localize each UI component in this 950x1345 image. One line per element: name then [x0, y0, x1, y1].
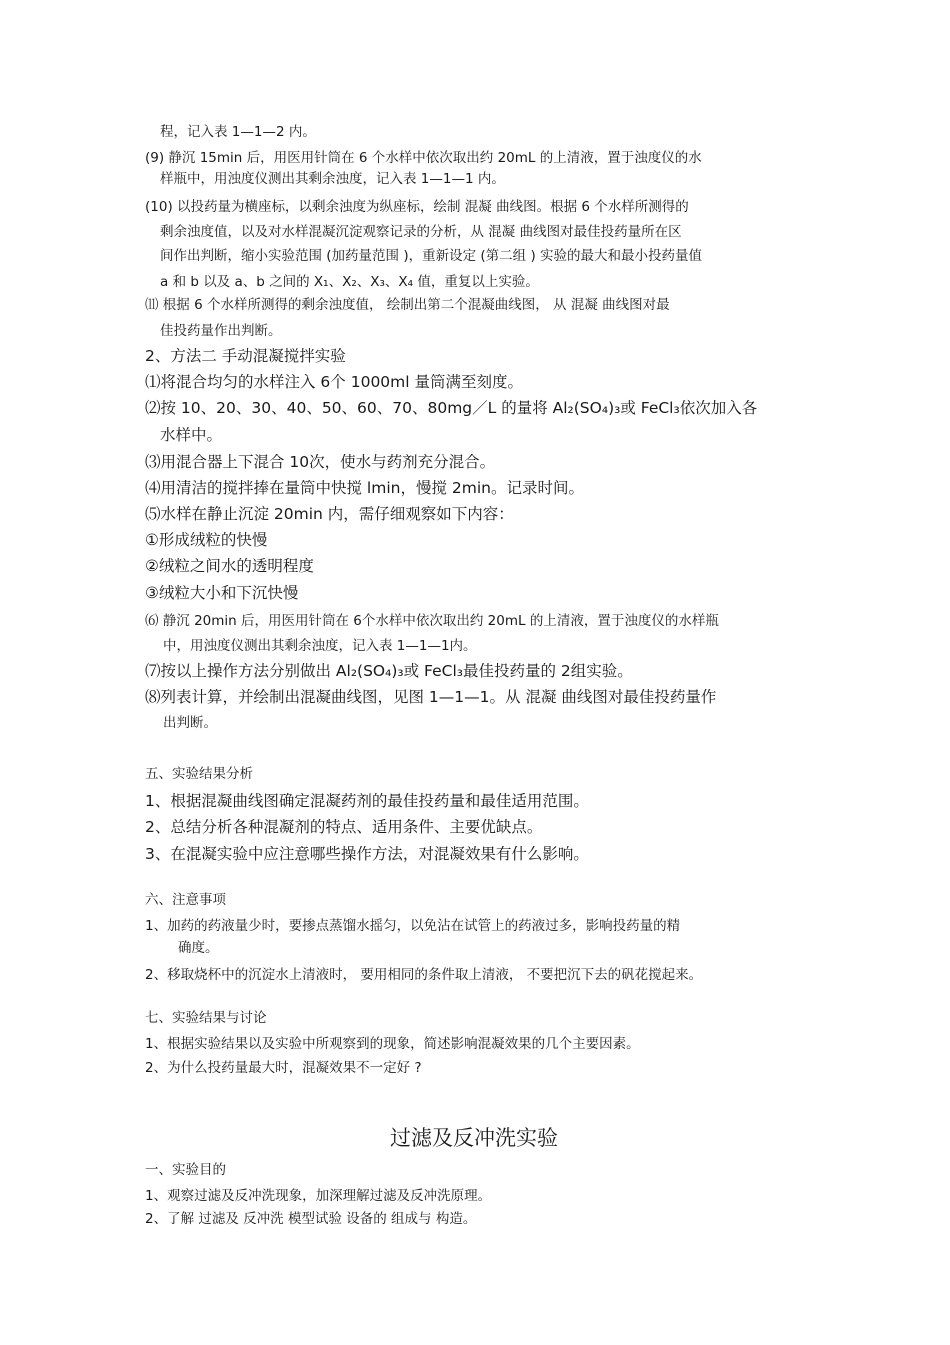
section-heading: 六、注意事项 — [145, 892, 226, 908]
section-heading: 2、方法二 手动混凝搅拌实验 — [145, 347, 346, 365]
text-line: 出判断。 — [163, 715, 217, 731]
text-line: 1、观察过滤及反冲洗现象，加深理解过滤及反冲洗原理。 — [145, 1188, 492, 1204]
text-line: ②绒粒之间水的透明程度 — [145, 557, 314, 575]
text-line: 2、总结分析各种混凝剂的特点、适用条件、主要优缺点。 — [145, 818, 543, 836]
text-line: ⑵按 10、20、30、40、50、60、70、80mg／L 的量将 Al₂(SO₄)₃或 FeCl₃依次加入各 — [145, 399, 758, 417]
section-heading: 五、实验结果分析 — [145, 766, 253, 782]
text-line: 2、了解 过滤及 反冲洗 模型试验 设备的 组成与 构造。 — [145, 1211, 477, 1227]
text-line: 2、移取烧杯中的沉淀水上清液时， 要用相同的条件取上清液， 不要把沉下去的矾花搅起来。 — [145, 967, 703, 983]
text-line: ⑻列表计算，并绘制出混凝曲线图，见图 1—1—1。从 混凝 曲线图对最佳投药量作 — [145, 688, 717, 706]
text-line: 3、在混凝实验中应注意哪些操作方法，对混凝效果有什么影响。 — [145, 845, 589, 863]
section-heading: 七、实验结果与讨论 — [145, 1010, 267, 1026]
text-line: 程，记入表 1—1—2 内。 — [160, 124, 316, 140]
page-title: 过滤及反冲洗实验 — [390, 1126, 558, 1150]
text-line: 佳投药量作出判断。 — [160, 323, 282, 339]
text-line: ⑶用混合器上下混合 10次，使水与药剂充分混合。 — [145, 453, 496, 471]
text-line: 剩余浊度值，以及对水样混凝沉淀观察记录的分析，从 混凝 曲线图对最佳投药量所在区 — [160, 224, 682, 240]
text-line: ③绒粒大小和下沉快慢 — [145, 584, 299, 602]
text-line: a 和 b 以及 a、b 之间的 X₁、X₂、X₃、X₄ 值，重复以上实验。 — [160, 274, 539, 290]
text-line: ①形成绒粒的快慢 — [145, 531, 268, 549]
text-line: 中，用浊度仪测出其剩余浊度，记入表 1—1—1内。 — [163, 638, 477, 654]
section-heading: 一、实验目的 — [145, 1162, 226, 1178]
text-line: ⑸水样在静止沉淀 20min 内，需仔细观察如下内容： — [145, 505, 514, 523]
text-line: (10) 以投药量为横座标，以剩余浊度为纵座标，绘制 混凝 曲线图。根据 6 个水样所测得的 — [145, 199, 689, 215]
text-line: ⑴将混合均匀的水样注入 6个 1000ml 量筒满至刻度。 — [145, 373, 523, 391]
text-line: 确度。 — [178, 940, 219, 956]
text-line: 间作出判断，缩小实验范围 (加药量范围 )，重新设定 (第二组 ) 实验的最大和最小投药量值 — [160, 248, 703, 264]
text-line: ⑷用清洁的搅拌捧在量筒中快搅 lmin，慢搅 2min。记录时间。 — [145, 479, 584, 497]
text-line: 样瓶中，用浊度仪测出其剩余浊度，记入表 1—1—1 内。 — [160, 171, 505, 187]
text-line: ⑺按以上操作方法分别做出 Al₂(SO₄)₃或 FeCl₃最佳投药量的 2组实验。 — [145, 662, 633, 680]
text-line: 1、加药的药液量少时，要掺点蒸馏水摇匀，以免沾在试管上的药液过多，影响投药量的精 — [145, 918, 681, 934]
text-line: (9) 静沉 15min 后，用医用针筒在 6 个水样中依次取出约 20mL 的上清液，置于浊度仪的水 — [145, 150, 702, 166]
text-line: 1、根据混凝曲线图确定混凝药剂的最佳投药量和最佳适用范围。 — [145, 792, 589, 810]
text-line: ⑹ 静沉 20min 后，用医用针筒在 6个水样中依次取出约 20mL 的上清液，置于浊度仪的水样瓶 — [145, 613, 719, 629]
text-line: 2、为什么投药量最大时，混凝效果不一定好 ? — [145, 1060, 422, 1076]
text-line: 水样中。 — [160, 426, 223, 444]
text-line: ⑾ 根据 6 个水样所测得的剩余浊度值， 绘制出第二个混凝曲线图， 从 混凝 曲线图对最 — [145, 297, 670, 313]
text-line: 1、根据实验结果以及实验中所观察到的现象，简述影响混凝效果的几个主要因素。 — [145, 1036, 640, 1052]
